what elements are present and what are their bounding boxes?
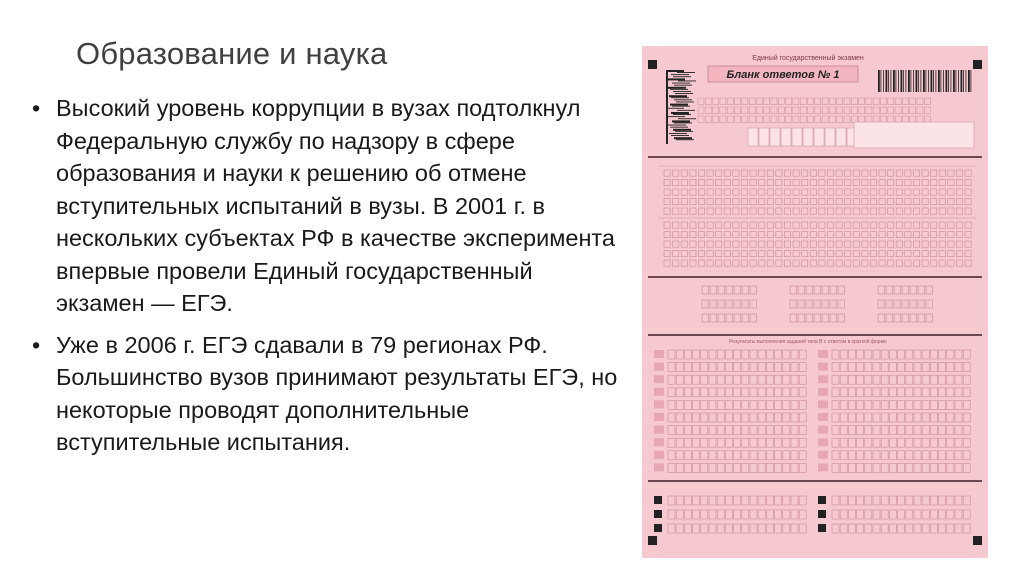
answer-sheet-svg xyxy=(628,40,998,565)
corner-marker xyxy=(973,536,982,545)
bullet-list xyxy=(30,92,620,468)
bullet-item xyxy=(30,329,620,459)
corner-marker xyxy=(648,60,657,69)
corner-marker xyxy=(973,60,982,69)
section-b-label: Результаты выполнения заданий типа В с ответом в краткой форме xyxy=(729,339,887,345)
slide-title: Образование и наука xyxy=(76,36,388,71)
corner-marker xyxy=(648,536,657,545)
bullet-marker: • xyxy=(32,331,41,358)
bullet-item xyxy=(30,92,620,320)
bullet-text: Уже в 2006 г. ЕГЭ сдавали в 79 регионах РФ. Большинство вузов принимают результаты ЕГЭ, но некоторые проводят дополнительные вступительные испытания. xyxy=(56,331,618,455)
sheet-title: Бланк ответов № 1 xyxy=(726,69,840,81)
exam-answer-sheet-image xyxy=(628,40,998,565)
bullet-marker: • xyxy=(32,95,41,121)
bullet-text: Высокий уровень коррупции в вузах подтолкнул Федеральную службу по надзору в сфере образования и науки к решению об отмене вступительных испытаний в вузы. В 2001 г. в нескольких субъектах РФ в качестве эксперимента впервые провели Единый государственный экзамен — ЕГЭ. xyxy=(56,95,615,316)
sheet-header: Единый государственный экзамен xyxy=(752,55,864,62)
